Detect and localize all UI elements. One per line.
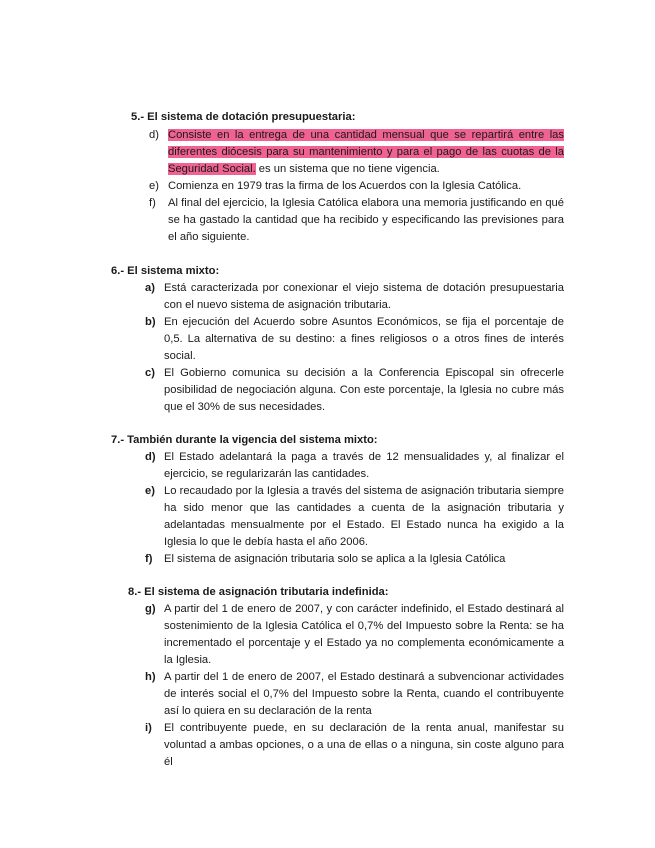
item-marker: e): [149, 180, 159, 192]
item-text: Al final del ejercicio, la Iglesia Católica elabora una memoria justificando en qué se ha gastado la cantidad que ha recibido y especificando las previsiones para el año siguiente.: [168, 197, 564, 243]
item-text: Está caracterizada por conexionar el viejo sistema de dotación presupuestaria con el nuevo sistema de asignación tributaria.: [164, 282, 564, 311]
item-marker: d): [145, 451, 156, 463]
item-marker: f): [149, 197, 156, 209]
section-6-heading: 6.- El sistema mixto:: [111, 265, 220, 277]
list-item: [145, 449, 564, 483]
list-item: [145, 280, 564, 314]
section-5-heading: 5.- El sistema de dotación presupuestaria:: [131, 111, 356, 123]
list-item: [149, 178, 564, 195]
section-8-heading: 8.- El sistema de asignación tributaria indefinida:: [128, 586, 389, 598]
item-text: El Estado adelantará la paga a través de 12 mensualidades y, al finalizar el ejercicio, se regularizarán las cantidades.: [164, 451, 564, 480]
item-marker: i): [145, 722, 152, 734]
highlighted-text: Consiste en la entrega de una cantidad mensual que se repartirá entre las diferentes diócesis para su mantenimiento y para el pago de las cuotas de la Seguridad Social.: [168, 129, 564, 175]
list-item: [149, 195, 564, 246]
item-text: Comienza en 1979 tras la firma de los Acuerdos con la Iglesia Católica.: [168, 180, 522, 192]
item-marker: b): [145, 316, 156, 328]
item-marker: d): [149, 129, 159, 141]
item-marker: f): [145, 553, 153, 565]
item-marker: a): [145, 282, 155, 294]
item-text: En ejecución del Acuerdo sobre Asuntos Económicos, se fija el porcentaje de 0,5. La alternativa de su destino: a fines religiosos o a otros fines de interés social.: [164, 316, 564, 362]
item-text: A partir del 1 de enero de 2007, el Estado destinará a subvencionar actividades de interés social el 0,7% del Impuesto sobre la Renta, cuando el contribuyente así lo quiera en su declaración de la renta: [164, 671, 564, 717]
item-text: es un sistema que no tiene vigencia.: [255, 163, 440, 175]
item-marker: g): [145, 603, 156, 615]
item-text: El Gobierno comunica su decisión a la Conferencia Episcopal sin ofrecerle posibilidad de negociación alguna. Con este porcentaje, la Iglesia no cubre más que el 30% de sus necesidades.: [164, 367, 564, 413]
list-item: [149, 127, 564, 178]
item-marker: c): [145, 367, 155, 379]
item-text: Lo recaudado por la Iglesia a través del sistema de asignación tributaria siempre ha sido menor que las cantidades a cuenta de la asignación tributaria y adelantadas mensualmente por el Estado. El Estado nunca ha exigido a la Iglesia lo que le debía hasta el año 2006.: [164, 485, 564, 548]
item-text: A partir del 1 de enero de 2007, y con carácter indefinido, el Estado destinará al sostenimiento de la Iglesia Católica el 0,7% del Impuesto sobre la Renta: se ha incrementado el porcentaje y el Estado ya no complementa económicamente a la Iglesia.: [164, 603, 564, 666]
section-7-heading: 7.- También durante la vigencia del sistema mixto:: [111, 434, 378, 446]
list-item: [145, 551, 564, 568]
list-item: [145, 601, 564, 669]
list-item: [145, 720, 564, 771]
list-item: [145, 669, 564, 720]
list-item: [145, 483, 564, 551]
list-item: [145, 365, 564, 416]
item-text: El contribuyente puede, en su declaración de la renta anual, manifestar su voluntad a ambas opciones, o a una de ellas o a ninguna, sin coste alguno para él: [164, 722, 564, 768]
item-text: El sistema de asignación tributaria solo se aplica a la Iglesia Católica: [164, 553, 506, 565]
item-marker: h): [145, 671, 156, 683]
item-marker: e): [145, 485, 155, 497]
list-item: [145, 314, 564, 365]
